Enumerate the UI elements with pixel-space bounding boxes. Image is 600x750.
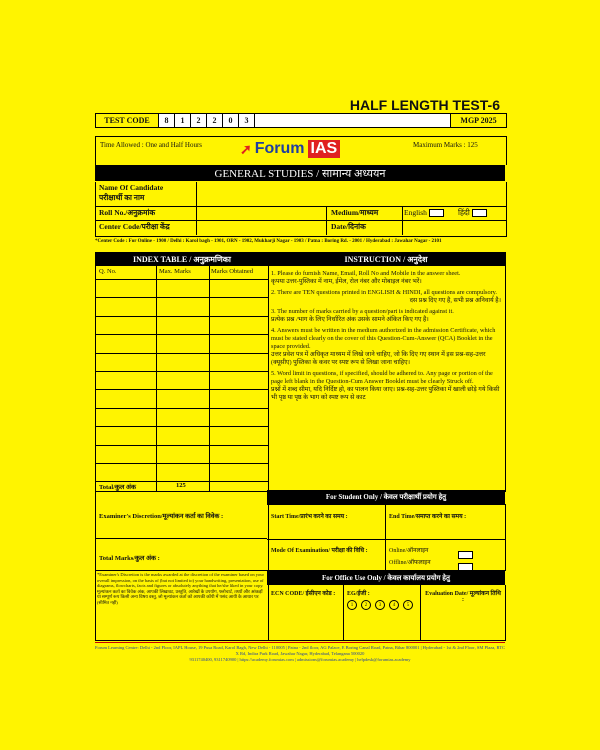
test-code-digit: 1 bbox=[175, 114, 191, 127]
divider bbox=[95, 538, 267, 539]
mode-label: Mode Of Examination/ परीक्षा की विधि : bbox=[271, 548, 368, 554]
time-box bbox=[267, 504, 506, 540]
test-code-digit: 0 bbox=[223, 114, 239, 127]
examiner-discretion-label: Examiner's Discretion/मूल्यांकन कर्ता का विवेक : bbox=[99, 513, 224, 520]
ecn-code-label: ECN CODE/ ईसीएन कोड : bbox=[271, 591, 336, 597]
maximum-marks: Maximum Marks : 125 bbox=[413, 141, 478, 149]
instruction-hi: दस प्रश्न दिए गए है, सभी प्रश्न अनिवार्य है। bbox=[409, 297, 501, 304]
instruction-hi: कृपया उत्तर-पुस्तिका में नाम, ईमेल, रोल नंबर और मोबाइल नंबर भरें। bbox=[271, 278, 422, 285]
instruction-en: 3. The number of marks carried by a question/part is indicated against it. bbox=[271, 308, 454, 315]
instruction-en: 2. There are TEN questions printed in ENGLISH & HINDI, all questions are compulsory. bbox=[271, 289, 497, 296]
online-label: Online/ऑनलाइन bbox=[389, 548, 429, 554]
footer-address: Forum Learning Centre: Delhi - 2nd Floor, IAPL House, 19 Pusa Road, Karol Bagh, New Delhi - 110005 | Patna - 2nd floor, AG Palace, E Boring Canal Road, Patna, Bihar 800001 | Hyderabad - 1st & 2nd Floor, SM Plaza, RTC X Rd, Indira Park Road, Jawahar Nagar, Hyderabad, Telangana 500020 bbox=[95, 645, 505, 656]
divider bbox=[95, 570, 267, 571]
office-use-bar: For Office Use Only / केवल कार्यालय प्रयोग हेतु bbox=[267, 571, 505, 585]
discretion-note-en: *Examiner's Discretion is the marks awarded at the discretion of the examiner based on your overall impression, on the basis of (but not limited to) your handwriting, presentation, use of diagrams, flowcharts, facts and figures or absolutely anything that he/she liked in your copy. bbox=[97, 572, 265, 588]
index-columns bbox=[156, 266, 210, 491]
eg-option[interactable]: 5 bbox=[403, 600, 413, 610]
test-code-digit: 2 bbox=[207, 114, 223, 127]
time-allowed: Time Allowed : One and Half Hours bbox=[100, 141, 203, 149]
eg-option[interactable]: 2 bbox=[361, 600, 371, 610]
divider bbox=[385, 538, 386, 570]
col-max-marks: Max. Marks bbox=[159, 268, 191, 275]
instruction-en: 4. Answers must be written in the medium authorized in the admission Certificate, which must be stated clearly on the cover of this Question-Cum-Answer (QCA) Booklet in the space provided. bbox=[271, 327, 496, 350]
instruction-hi: उत्तर प्रवेश पत्र में अधिकृत माध्यम में लिखे जाने चाहिए, जो कि दिए गए स्थान में इस प्रश्न-सह-उत्तर (क्यूसीए) पुस्तिका के कवर पर स्पष्ट रूप से लिखा जाना चाहिए। bbox=[271, 351, 486, 366]
hindi-checkbox[interactable] bbox=[472, 209, 487, 217]
start-time-label[interactable]: Start Time/प्रारंभ करने का समय : bbox=[271, 514, 348, 520]
discretion-note bbox=[97, 572, 265, 605]
student-use-bar: For Student Only / केवल परीक्षार्थी प्रयोग हेतु bbox=[267, 490, 505, 504]
evaluation-date-label: Evaluation Date/ मूल्यांकन तिथि : bbox=[425, 591, 501, 603]
name-label: Name Of Candidate bbox=[99, 183, 164, 192]
candidate-details bbox=[95, 182, 507, 237]
instruction-title: INSTRUCTION / अनुदेश bbox=[267, 253, 505, 266]
total-label: Total/कुल अंक bbox=[99, 484, 136, 491]
index-table-title: INDEX TABLE / अनुक्रमणिका bbox=[96, 253, 268, 266]
divider bbox=[385, 504, 386, 539]
english-checkbox[interactable] bbox=[429, 209, 444, 217]
test-code-digit: 3 bbox=[239, 114, 255, 127]
medium-label: Medium/माध्यम bbox=[331, 208, 379, 217]
english-option[interactable] bbox=[404, 208, 444, 217]
total-marks-label: Total Marks/कुल अंक : bbox=[99, 555, 160, 562]
col-qno: Q. No. bbox=[99, 268, 117, 275]
divider bbox=[420, 585, 421, 640]
subject-bar: GENERAL STUDIES / सामान्य अध्ययन bbox=[95, 165, 505, 181]
forumias-logo bbox=[240, 140, 340, 158]
roll-row bbox=[96, 206, 506, 221]
test-code-digit: 2 bbox=[191, 114, 207, 127]
series-label: MGP 2025 bbox=[460, 116, 497, 125]
test-code-bar bbox=[95, 113, 507, 128]
name-label-hindi: परीक्षार्थी का नाम bbox=[99, 193, 145, 202]
online-option[interactable] bbox=[389, 546, 428, 554]
date-label: Date/दिनांक bbox=[331, 222, 366, 231]
english-label: English bbox=[404, 208, 427, 217]
eg-options bbox=[347, 600, 413, 610]
code-blank-area bbox=[255, 114, 451, 127]
offline-option[interactable] bbox=[389, 558, 431, 566]
eg-option[interactable]: 4 bbox=[389, 600, 399, 610]
logo-forum-text: Forum bbox=[254, 140, 305, 157]
eg-option[interactable]: 3 bbox=[375, 600, 385, 610]
test-title: HALF LENGTH TEST-6 bbox=[349, 97, 500, 113]
total-value: 125 bbox=[176, 482, 186, 489]
divider bbox=[343, 585, 344, 640]
center-codes: *Center Code : For Online - 1900 / Delhi : Karol bagh - 1901, ORN - 1902, Mukharji Nagar - 1903 / Patna : Boring Rd. - 2001 / Hyderabad : Jawahar Nagar - 2101 bbox=[95, 239, 442, 244]
hindi-label: हिंदी bbox=[458, 208, 470, 217]
instruction-hi: प्रत्येक प्रश्न /भाग के लिए निर्धारित अंक उसके सामने अंकित किए गए है। bbox=[271, 316, 429, 323]
instruction-box bbox=[267, 252, 506, 492]
roll-label: Roll No./अनुक्रमांक bbox=[99, 208, 156, 217]
test-code-digit: 8 bbox=[159, 114, 175, 127]
eg-option[interactable]: 1 bbox=[347, 600, 357, 610]
footer-contact[interactable]: 9311740400, 9311740900 | https://academy.forumias.com | admissions@forumias.academy | helpdesk@forumias.academy bbox=[189, 657, 411, 662]
instruction-en: 1. Please do furnish Name, Email, Roll No and Mobile in the answer sheet. bbox=[271, 270, 461, 277]
end-time-label[interactable]: End Time/समाप्त करने का समय : bbox=[389, 514, 467, 520]
instruction-en: 5. Word limit in questions, if specified, should be adhered to. Any page or portion of the page left blank in the Question-Cum Answer Booklet must be clearly Struck off. bbox=[271, 370, 493, 385]
discretion-note-hi: मूल्यांकन कर्ता का विवेक अंक, आपकी लिखावट, प्रस्तुति, आरेखों के उपयोग, फ्लोचार्ट, तथ्यों और आंकड़ों या सम्पूर्ण रूप किसी अन्य विषय वस्तु, जो मूल्यांकन कर्ता को आपकी कॉपी में पसंद आयी के आधार पर (सीमित नहीं) bbox=[97, 588, 263, 605]
index-table bbox=[95, 252, 269, 492]
eg-label: EG/ईजी : bbox=[347, 591, 370, 597]
col-marks-obtained: Marks Obtained bbox=[211, 268, 254, 275]
footer bbox=[95, 642, 505, 663]
logo-ias-text: IAS bbox=[308, 140, 341, 158]
hindi-option[interactable] bbox=[458, 208, 487, 218]
offline-label: Offline/ऑफलाइन bbox=[389, 560, 431, 566]
instruction-hi: प्रश्नों में शब्द सीमा, यदि निर्दिष्ट हो, का पालन किया जाए। प्रश्न-सह-उत्तर पुस्तिका में खाली छोड़े गये किसी भी पृष्ठ या पृष्ठ के भाग को स्पष्ट रूप से काट bbox=[271, 386, 500, 401]
centre-row bbox=[96, 220, 506, 234]
medium-date-column bbox=[326, 206, 403, 235]
instruction-list bbox=[271, 270, 501, 402]
test-code-label: TEST CODE bbox=[96, 114, 159, 127]
centre-label: Center Code/परीक्षा केंद्र bbox=[99, 222, 170, 231]
logo-arrow-icon: ➚ bbox=[240, 140, 252, 157]
